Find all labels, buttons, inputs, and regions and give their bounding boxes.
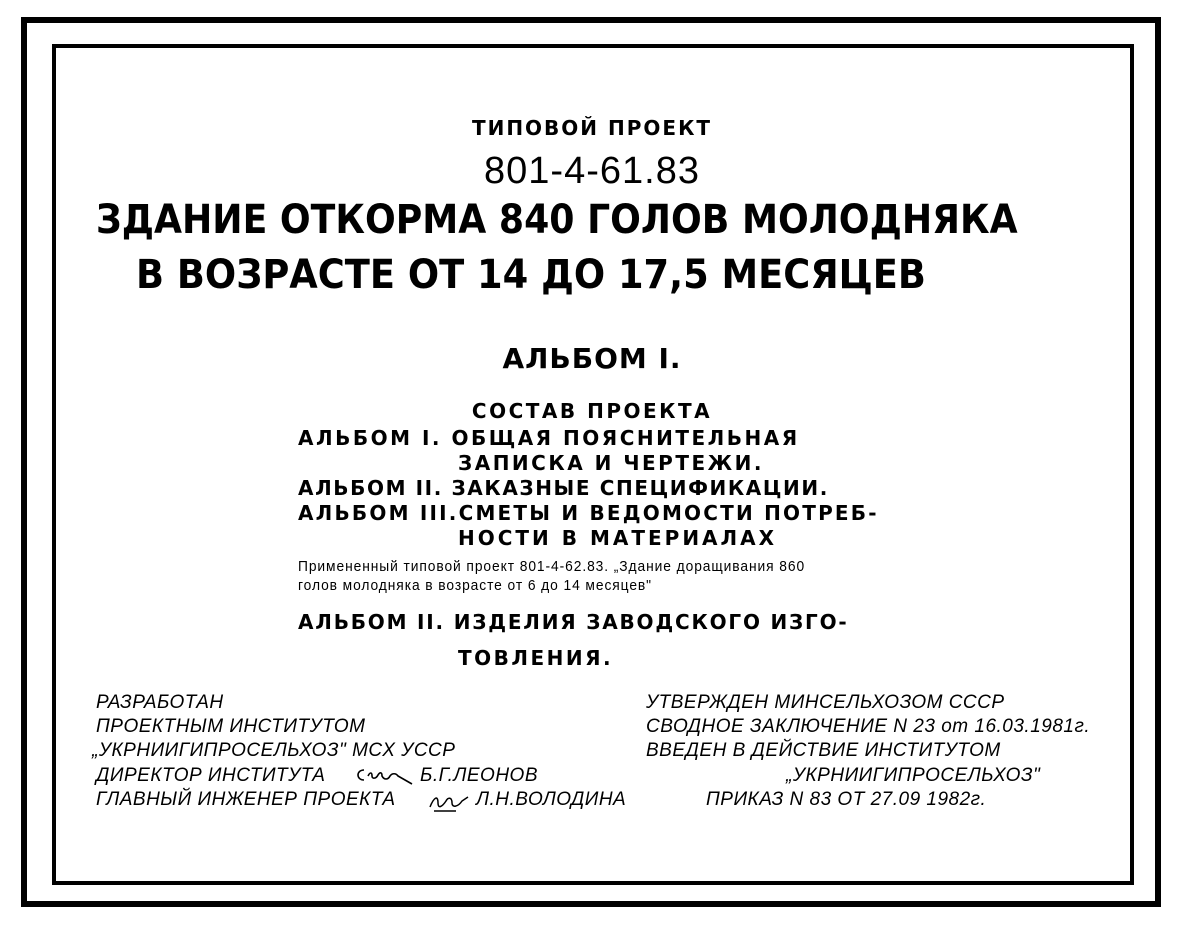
chief-engineer-label: ГЛАВНЫЙ ИНЖЕНЕР ПРОЕКТА xyxy=(96,789,396,810)
developed-institute: ПРОЕКТНЫМ ИНСТИТУТОМ xyxy=(96,716,366,737)
developed-institute-name: „УКРНИИГИПРОСЕЛЬХОЗ" МСХ УССР xyxy=(92,740,456,761)
chief-engineer-name: Л.Н.ВОЛОДИНА xyxy=(476,789,627,810)
project-label: ТИПОВОЙ ПРОЕКТ xyxy=(471,116,713,140)
approved-by: УТВЕРЖДЕН МИНСЕЛЬХОЗОМ СССР xyxy=(646,692,1005,713)
director-name: Б.Г.ЛЕОНОВ xyxy=(420,765,539,786)
order-number: ПРИКАЗ N 83 ОТ 27.09 1982г. xyxy=(706,789,987,810)
title-line-2: В ВОЗРАСТЕ ОТ 14 ДО 17,5 МЕСЯЦЕВ xyxy=(136,252,926,298)
developed-label: РАЗРАБОТАН xyxy=(96,692,224,713)
title-line-1: ЗДАНИЕ ОТКОРМА 840 ГОЛОВ МОЛОДНЯКА xyxy=(96,197,1018,243)
director-label: ДИРЕКТОР ИНСТИТУТА xyxy=(96,765,326,786)
album-title: АЛЬБОМ I. xyxy=(502,342,682,375)
composition-heading: СОСТАВ ПРОЕКТА xyxy=(471,399,713,423)
chief-engineer-signature xyxy=(426,789,472,815)
enacting-institute: „УКРНИИГИПРОСЕЛЬХОЗ" xyxy=(786,765,1041,786)
composition-item: НОСТИ В МАТЕРИАЛАХ xyxy=(458,526,778,550)
composition-item: ЗАПИСКА И ЧЕРТЕЖИ. xyxy=(458,451,764,475)
composition-item: АЛЬБОМ III.СМЕТЫ И ВЕДОМОСТИ ПОТРЕБ- xyxy=(298,501,879,525)
enacted-by: ВВЕДЕН В ДЕЙСТВИЕ ИНСТИТУТОМ xyxy=(646,740,1001,761)
composition-item: АЛЬБОМ II. ЗАКАЗНЫЕ СПЕЦИФИКАЦИИ. xyxy=(298,476,829,500)
composition-item: АЛЬБОМ I. ОБЩАЯ ПОЯСНИТЕЛЬНАЯ xyxy=(298,426,800,450)
summary-conclusion: СВОДНОЕ ЗАКЛЮЧЕНИЕ N 23 от 16.03.1981г. xyxy=(646,716,1091,737)
director-signature xyxy=(354,764,418,788)
additional-album: ТОВЛЕНИЯ. xyxy=(458,646,614,670)
project-number: 801-4-61.83 xyxy=(484,150,700,192)
applied-project-note: Примененный типовой проект 801-4-62.83. „Здание доращивания 860 xyxy=(298,558,806,575)
additional-album: АЛЬБОМ II. ИЗДЕЛИЯ ЗАВОДСКОГО ИЗГО- xyxy=(298,610,849,634)
applied-project-note: голов молодняка в возрасте от 6 до 14 месяцев" xyxy=(298,577,652,594)
